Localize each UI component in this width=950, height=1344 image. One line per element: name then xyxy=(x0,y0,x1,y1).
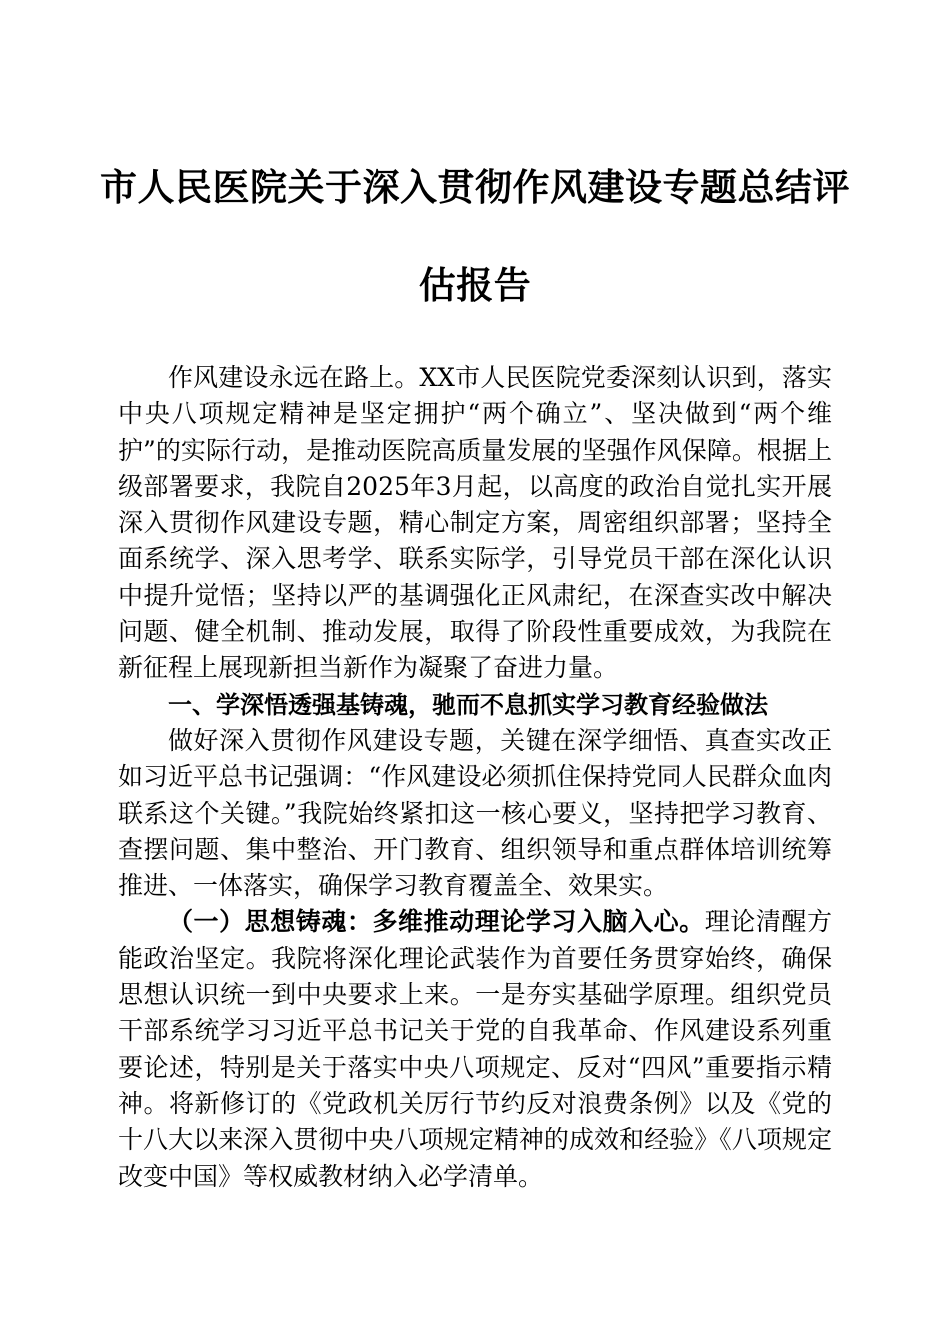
subsection-1-paragraph xyxy=(118,904,832,1194)
document-title xyxy=(100,165,850,307)
title-line-1: 市人民医院关于深入贯彻作风建设专题总结评 xyxy=(100,165,850,209)
intro-paragraph: 作风建设永远在路上。XX市人民医院党委深刻认识到，落实中央八项规定精神是坚定拥护“两个确立”、坚决做到“两个维护”的实际行动，是推动医院高质量发展的坚强作风保障。根据上级部署要求，我院自2025年3月起，以高度的政治自觉扎实开展深入贯彻作风建设专题，精心制定方案，周密组织部署；坚持全面系统学、深入思考学、联系实际学，引导党员干部在深化认识中提升觉悟；坚持以严的基调强化正风肃纪，在深查实改中解决问题、健全机制、推动发展，取得了阶段性重要成效，为我院在新征程上展现新担当新作为凝聚了奋进力量。 xyxy=(118,363,832,683)
section-1-heading: 一、学深悟透强基铸魂，驰而不息抓实学习教育经验做法 xyxy=(168,690,768,719)
subsection-1-heading: （一）思想铸魂：多维推动理论学习入脑入心。 xyxy=(168,907,705,937)
subsection-1-text: 理论清醒方能政治坚定。我院将深化理论武装作为首要任务贯穿始终，确保思想认识统一到中央要求上来。一是夯实基础学原理。组织党员干部系统学习习近平总书记关于党的自我革命、作风建设系列重要论述，特别是关于落实中央八项规定、反对“四风”重要指示精神。将新修订的《党政机关厉行节约反对浪费条例》以及《党的十八大以来深入贯彻中央八项规定精神的成效和经验》《八项规定改变中国》等权威教材纳入必学清单。 xyxy=(118,907,832,1191)
section-1-paragraph: 做好深入贯彻作风建设专题，关键在深学细悟、真查实改正如习近平总书记强调：“作风建设必须抓住保持党同人民群众血肉联系这个关键。”我院始终紧扣这一核心要义，坚持把学习教育、查摆问题、集中整治、开门教育、组织领导和重点群体培训统筹推进、一体落实，确保学习教育覆盖全、效果实。 xyxy=(118,725,832,901)
title-line-2: 估报告 xyxy=(418,263,532,307)
document-body xyxy=(118,360,832,1195)
